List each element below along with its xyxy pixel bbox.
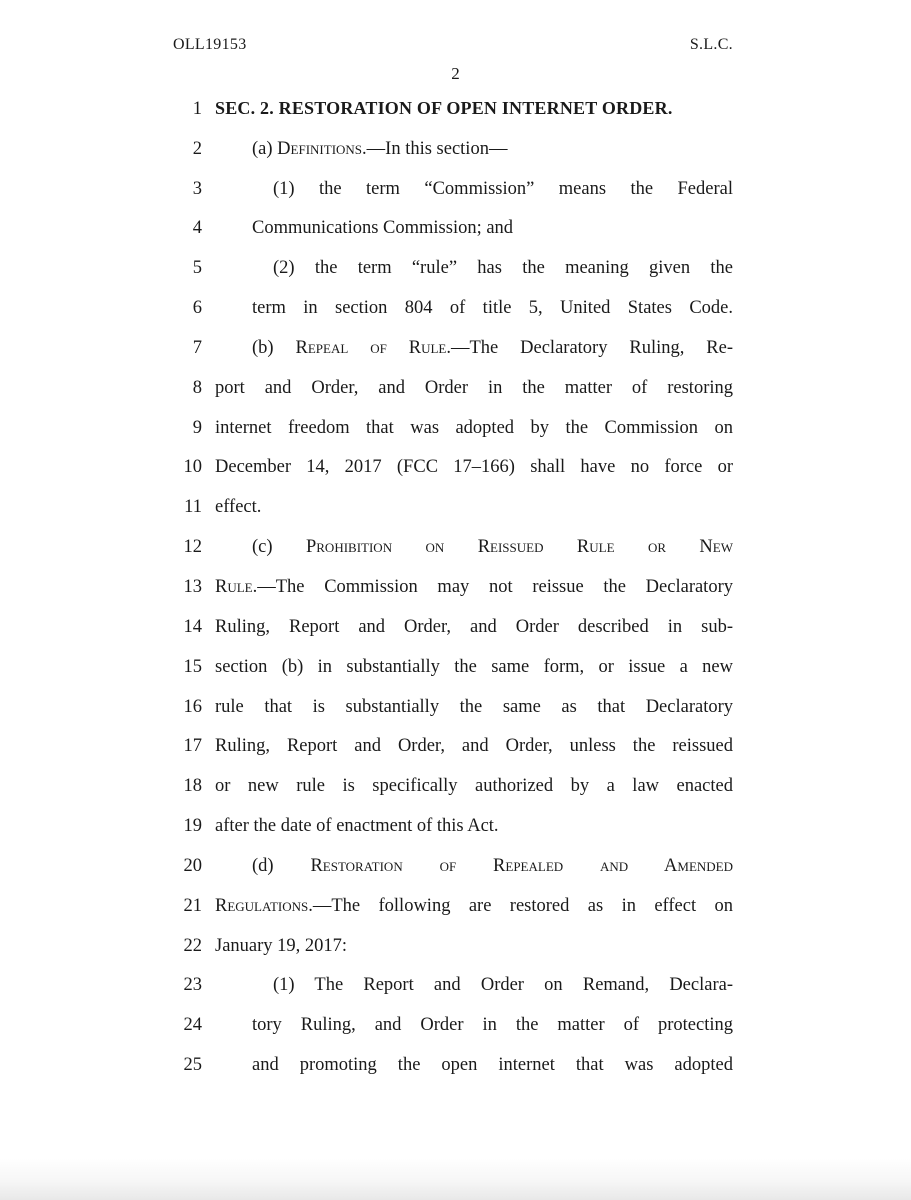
line-text: [215, 697, 733, 718]
line-text: [215, 1015, 733, 1036]
line-number: 19: [183, 816, 202, 837]
line-number: 11: [184, 497, 202, 518]
document-line: [0, 160, 911, 200]
line-text: [215, 1055, 733, 1076]
line-number: 20: [183, 855, 202, 876]
body-text: (a): [252, 138, 278, 159]
line-text: [215, 139, 733, 160]
line-text: [215, 497, 733, 518]
line-text: [215, 617, 733, 638]
line-text: [215, 218, 733, 239]
page-number: 2: [451, 64, 460, 83]
line-text: [215, 457, 733, 478]
line-text: [215, 577, 733, 598]
line-text: [215, 418, 733, 439]
line-text: [215, 936, 733, 957]
body-text: .—In this section—: [362, 138, 508, 159]
document-line: [0, 797, 911, 837]
body-text: Ruling, Report and Order, and Order, unless the reissued: [215, 736, 733, 757]
body-text: tory Ruling, and Order in the matter of protecting: [252, 1015, 733, 1036]
body-text: (d): [252, 855, 311, 876]
document-line: [0, 837, 911, 877]
line-text: [215, 776, 733, 797]
line-number: 16: [183, 696, 202, 717]
line-text: [215, 378, 733, 399]
line-text: [215, 98, 733, 120]
body-text: term in section 804 of title 5, United States Code.: [252, 298, 733, 319]
document-line: [0, 399, 911, 439]
line-number: 25: [183, 1055, 202, 1076]
small-caps-text: Regulations: [215, 895, 309, 916]
small-caps-text: Rule: [215, 576, 253, 597]
line-text: [215, 298, 733, 319]
line-text: [215, 537, 733, 558]
document-line: [0, 478, 911, 518]
bold-heading-text: SEC. 2. RESTORATION OF OPEN INTERNET ORDER.: [215, 97, 673, 118]
document-line: [0, 957, 911, 997]
document-line: [0, 877, 911, 917]
body-text: (1) the term “Commission” means the Federal: [273, 178, 733, 199]
body-text: December 14, 2017 (FCC 17–166) shall have no force or: [215, 457, 733, 478]
small-caps-text: Definitions: [277, 138, 363, 159]
body-text: or new rule is specifically authorized by a law enacted: [215, 776, 733, 797]
body-text: internet freedom that was adopted by the Commission on: [215, 417, 733, 438]
document-line: [0, 279, 911, 319]
line-number: 4: [192, 218, 202, 239]
running-header: [173, 36, 733, 54]
line-number: 21: [183, 895, 202, 916]
document-line: [0, 359, 911, 399]
document-line: [0, 678, 911, 718]
line-text: [215, 736, 733, 757]
line-number: 14: [183, 616, 202, 637]
line-text: [215, 338, 733, 359]
document-line: [0, 200, 911, 240]
line-number: 9: [192, 417, 202, 438]
body-text: rule that is substantially the same as that Declaratory: [215, 696, 733, 717]
line-number: 18: [183, 776, 202, 797]
document-line: [0, 598, 911, 638]
body-text: effect.: [215, 497, 262, 518]
line-number: 6: [192, 298, 202, 319]
document-line: [0, 638, 911, 678]
line-number: 15: [183, 656, 202, 677]
document-line: [0, 757, 911, 797]
line-text: [215, 657, 733, 678]
body-text: .—The Commission may not reissue the Declaratory: [252, 576, 733, 597]
body-text: (2) the term “rule” has the meaning given the: [273, 258, 733, 279]
body-text: Communications Commission; and: [252, 218, 514, 239]
body-text: section (b) in substantially the same form, or issue a new: [215, 656, 733, 677]
line-text: [215, 896, 733, 917]
line-number: 22: [183, 935, 202, 956]
document-line: [0, 439, 911, 479]
body-text: (b): [252, 337, 296, 358]
body-text: (c): [252, 537, 306, 558]
body-text: after the date of enactment of this Act.: [215, 816, 499, 837]
page-bottom-shadow: [0, 1158, 911, 1200]
line-number: 13: [183, 576, 202, 597]
body-text: (1) The Report and Order on Remand, Declara-: [273, 975, 733, 996]
line-text: [215, 816, 733, 837]
document-line: [0, 917, 911, 957]
line-text: [215, 975, 733, 996]
line-text: [215, 856, 733, 877]
line-text: [215, 179, 733, 200]
line-number: 12: [183, 537, 202, 558]
document-line: [0, 239, 911, 279]
body-text: .—The following are restored as in effect on: [308, 895, 733, 916]
document-line: [0, 518, 911, 558]
document-line: [0, 996, 911, 1036]
line-number: 3: [192, 178, 202, 199]
document-line: [0, 120, 911, 160]
header-left-code: OLL19153: [173, 36, 247, 53]
line-number: 24: [183, 1015, 202, 1036]
body-text: and promoting the open internet that was adopted: [252, 1055, 733, 1076]
line-text: [215, 258, 733, 279]
line-number: 5: [192, 258, 202, 279]
document-line: [0, 558, 911, 598]
line-number: 10: [183, 457, 202, 478]
line-number: 23: [183, 975, 202, 996]
document-line: [0, 80, 911, 120]
document-line: [0, 319, 911, 359]
line-number: 7: [192, 337, 202, 358]
body-text: Ruling, Report and Order, and Order described in sub-: [215, 616, 733, 637]
body-text: .—The Declaratory Ruling, Re-: [446, 337, 733, 358]
line-number: 8: [192, 377, 202, 398]
small-caps-text: Repeal of Rule: [295, 337, 447, 358]
line-number: 1: [192, 98, 202, 119]
small-caps-text: Prohibition on Reissued Rule or New: [305, 537, 733, 558]
body-text: port and Order, and Order in the matter of restoring: [215, 377, 733, 398]
document-line: [0, 718, 911, 758]
line-number: 2: [192, 138, 202, 159]
body-text: January 19, 2017:: [215, 935, 348, 956]
text-lines: [0, 80, 911, 1076]
document-line: [0, 1036, 911, 1076]
header-right-code: S.L.C.: [689, 36, 733, 53]
line-number: 17: [183, 736, 202, 757]
small-caps-text: Restoration of Repealed and Amended: [310, 855, 733, 876]
